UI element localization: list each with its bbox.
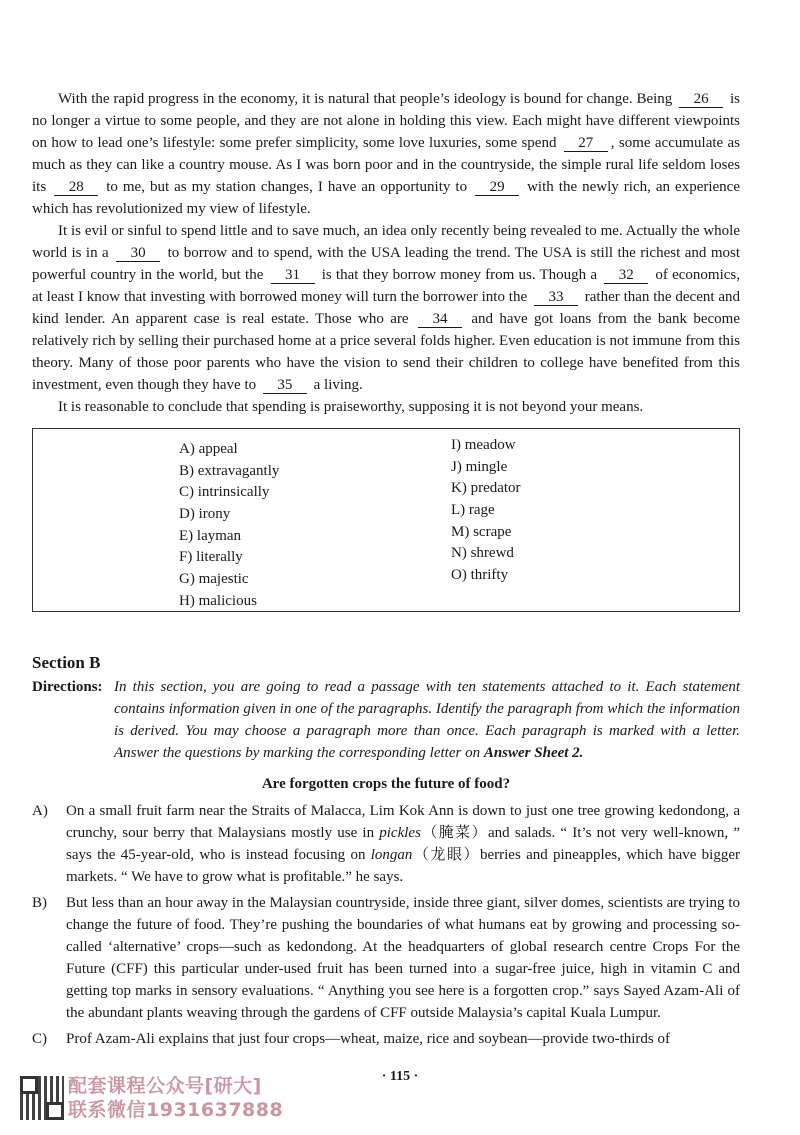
text-run: With the rapid progress in the economy, it is natural that people’s ideology is bound for change. Being: [58, 91, 677, 107]
paragraph-label: C): [32, 1031, 47, 1047]
text-run: to borrow and to spend, with the USA leading the trend. The USA is still the richest and most powerful country in the world, but the: [32, 245, 740, 283]
blank-28[interactable]: 28: [54, 179, 98, 196]
text-run: On a small fruit farm near the Straits of Malacca, Lim Kok Ann is down to just one tree growing kedondong, a crunchy, sour berry that Malaysians mostly use in: [66, 803, 740, 841]
blank-35[interactable]: 35: [263, 377, 307, 394]
cloze-paragraph-2: [32, 220, 740, 396]
text-run: with the newly rich, an experience which has revolutionized my view of lifestyle.: [32, 179, 740, 217]
text-run: and have got loans from the bank become relatively rich by selling their purchased home at a price several folds higher. Even education is not immune from this theory. Many of those poor parents who have the vision to send their children to college have benefited from this investment, even though they have to: [32, 311, 740, 393]
word-option: H) malicious: [179, 592, 257, 609]
cloze-paragraph-1: [32, 88, 740, 220]
passage-paragraphs: [32, 800, 740, 1050]
word-option: M) scrape: [451, 523, 512, 540]
section-b-title: Section B: [32, 653, 101, 672]
text-run: It is evil or sinful to spend little and to save much, an idea only recently being revealed to me. Actually the whole world is in a: [32, 223, 740, 261]
text-run: rather than the decent and kind lender. An apparent case is real estate. Those who are: [32, 289, 741, 327]
word-option: O) thrifty: [451, 567, 509, 584]
word-option: C) intrinsically: [179, 484, 270, 501]
passage-title: Are forgotten crops the future of food?: [261, 776, 511, 792]
directions-answer-sheet: Answer Sheet 2.: [483, 745, 584, 761]
blank-33[interactable]: 33: [534, 289, 578, 306]
directions: [32, 676, 740, 764]
blank-27[interactable]: 27: [564, 135, 608, 152]
blank-30[interactable]: 30: [116, 245, 160, 262]
word-option: K) predator: [451, 480, 521, 497]
watermark-line-1: 配套课程公众号[研大]: [68, 1075, 262, 1097]
word-option: G) majestic: [179, 571, 249, 588]
text-run: But less than an hour away in the Malaysian countryside, inside three giant, silver domes, scientists are trying to change the future of food. They’re pushing the boundaries of what humans eat by growing and processing so-called ‘alternative’ crops—such as kedondong. At the headquarters of global research centre Crops For the Future (CFF) this particular under-used fruit has been turned into a sugar-free juice, high in vitamin C and getting top marks in sensory evaluations. “ Anything you see here is a forgotten crop.” says Sayed Azam-Ali of the abundant plants weaving through the gardens of CFF outside Malaysia’s capital Kuala Lumpur.: [66, 895, 740, 1021]
passage-paragraph-a: [32, 800, 740, 888]
word-option: B) extravagantly: [179, 462, 280, 479]
paragraph-label: A): [32, 803, 48, 819]
directions-label: Directions:: [32, 679, 103, 695]
blank-29[interactable]: 29: [475, 179, 519, 196]
blank-26[interactable]: 26: [679, 91, 723, 108]
word-option: E) layman: [179, 527, 242, 544]
qr-code-icon: [20, 1076, 64, 1120]
passage-paragraph-b: [32, 892, 740, 1024]
word-option: F) literally: [179, 549, 243, 566]
word-bank-right-column: [451, 435, 521, 587]
directions-text: [114, 676, 740, 764]
word-option: D) irony: [179, 506, 231, 523]
word-option: A) appeal: [179, 441, 238, 457]
cloze-passage: [32, 88, 740, 418]
word-option: L) rage: [451, 502, 495, 519]
watermark: [68, 1074, 318, 1122]
blank-31[interactable]: 31: [271, 267, 315, 284]
cloze-paragraph-3: [32, 396, 740, 418]
word-option: N) shrewd: [451, 545, 514, 562]
text-run: is that they borrow money from us. Though a: [317, 267, 602, 283]
text-run: Prof Azam-Ali explains that just four crops—wheat, maize, rice and soybean—provide two-thirds of: [66, 1031, 671, 1047]
italic-term: pickles: [379, 825, 421, 841]
italic-term: longan: [370, 847, 413, 863]
page-content: [32, 88, 740, 1050]
text-run: It is reasonable to conclude that spending is praiseworthy, supposing it is not beyond your means.: [58, 399, 644, 415]
text-run: a living.: [309, 377, 363, 393]
word-bank: [32, 428, 740, 612]
page-number: · 115 ·: [381, 1069, 419, 1084]
paragraph-label: B): [32, 895, 47, 911]
word-option: I) meadow: [451, 437, 516, 453]
watermark-line-2: 联系微信1931637888: [68, 1099, 284, 1121]
blank-34[interactable]: 34: [418, 311, 462, 328]
text-run: is no longer a virtue to some people, and they are not alone in holding this view. Each might have different viewpoints on how to lead one’s lifestyle: some prefer simplicity, some love luxuries, some spend: [32, 91, 740, 151]
text-run: to me, but as my station changes, I have an opportunity to: [101, 179, 473, 195]
blank-32[interactable]: 32: [604, 267, 648, 284]
text-run: （龙眼）berries and pineapples, which have bigger markets. “ We have to grow what is profitable.” he says.: [66, 847, 740, 885]
text-run: of economics, at least I know that investing with borrowed money will turn the borrower into the: [32, 267, 741, 305]
passage-paragraph-c: [32, 1028, 740, 1050]
word-bank-left-column: [179, 439, 279, 613]
text-run: , some accumulate as much as they can like a country mouse. As I was born poor and in the countryside, the simple rural life seldom loses its: [32, 135, 741, 195]
directions-body: In this section, you are going to read a passage with ten statements attached to it. Each statement contains information given in one of the paragraphs. Identify the paragraph from which the information is derived. You may choose a paragraph more than once. Each paragraph is marked with a letter. Answer the questions by marking the corresponding letter on: [114, 679, 740, 761]
word-option: J) mingle: [451, 458, 508, 475]
text-run: （腌菜）and salads. “ It’s not very well-known, ” says the 45-year-old, who is instead focusing on: [66, 825, 740, 863]
